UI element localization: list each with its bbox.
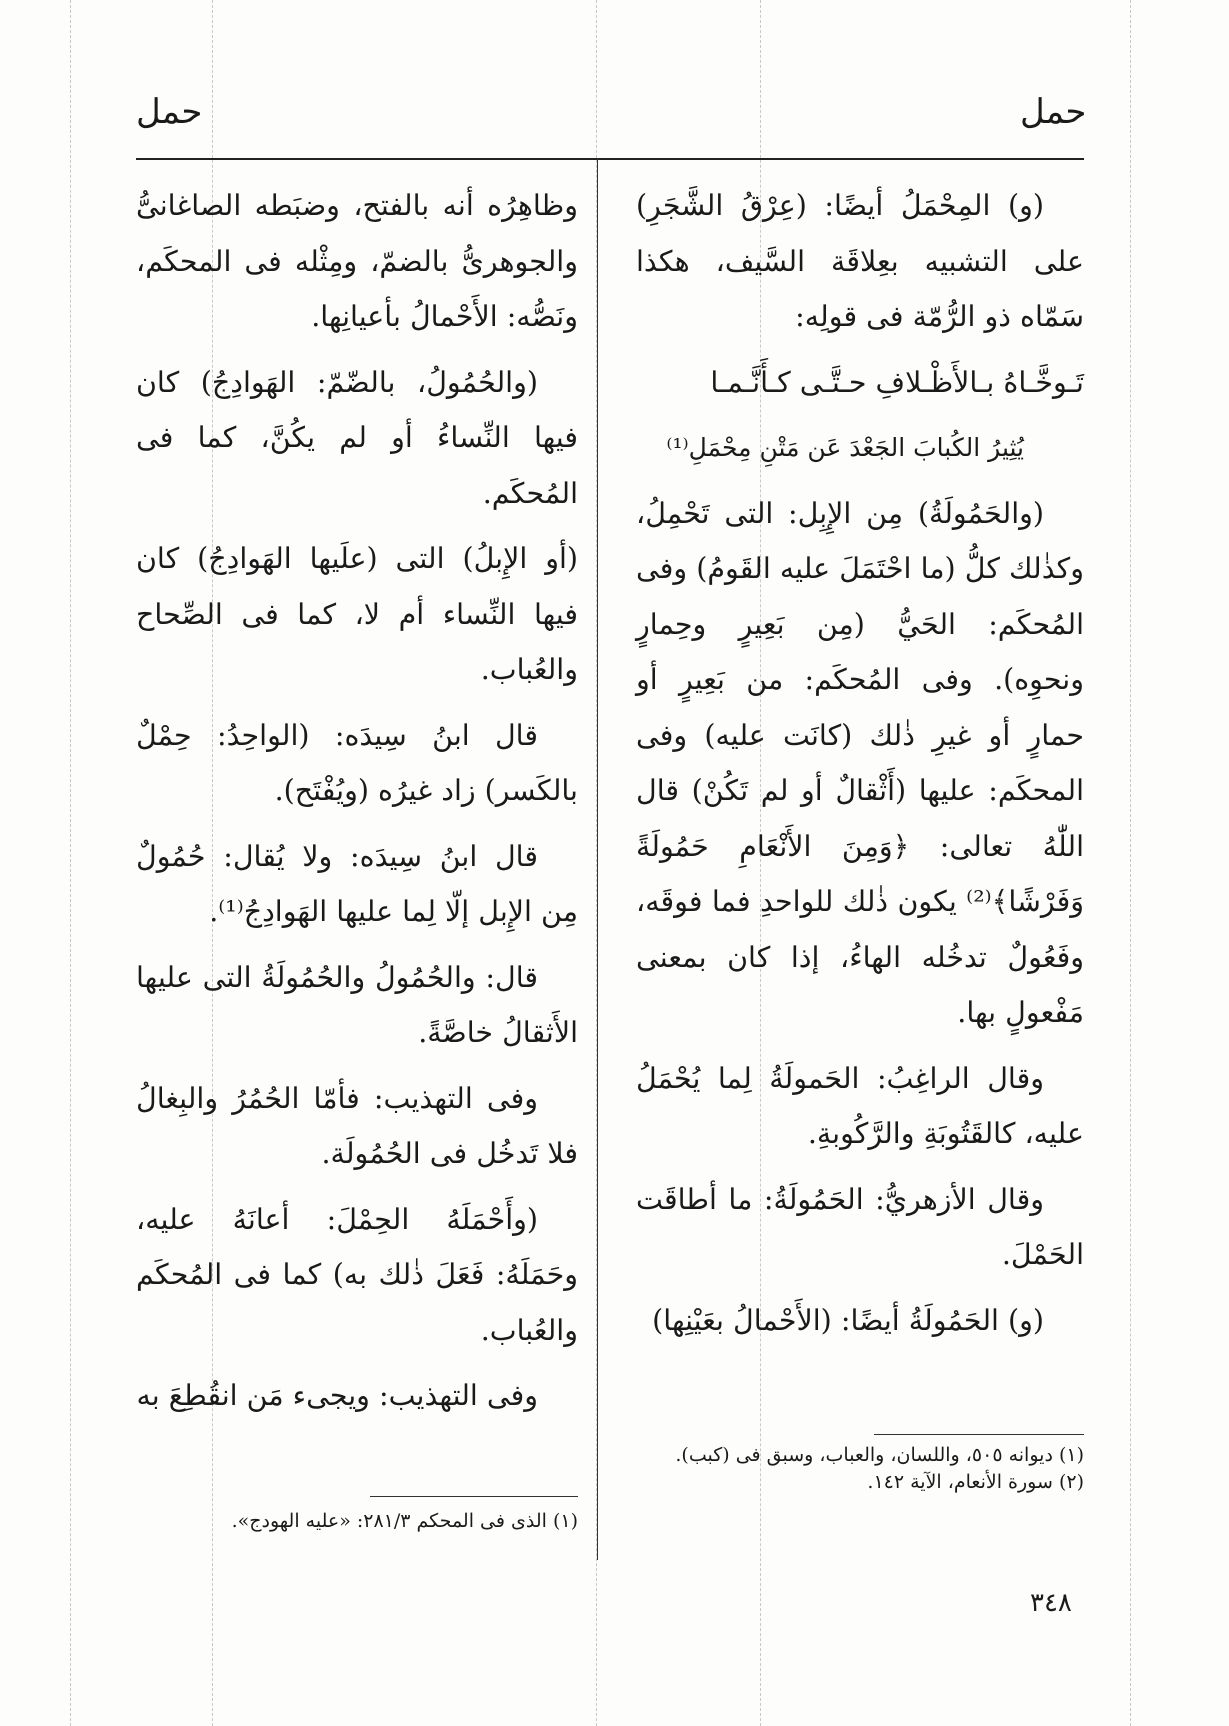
right-column [636,178,1084,1358]
paragraph: وقال الأزهريُّ: الحَمُولَةُ: ما أطاقَت الحَمْلَ. [636,1182,1084,1271]
paragraph: وقال الراغِبُ: الحَمولَةُ لِما يُحْمَلُ عليه، كالقَتُوبَةِ والرَّكُوبةِ. [636,1061,1084,1150]
paragraph: (وأَحْمَلَهُ الحِمْلَ: أعانَهُ عليه، وحَمَلَهُ: فَعَلَ ذٰلك به) كما فى المُحكَم والعُباب. [136,1202,578,1347]
right-footnotes [636,1442,1084,1496]
paragraph: (أو الإِبلُ) التى (علَيها الهَوادِجُ) كان فيها النِّساء أم لا، كما فى الصِّحاح والعُباب. [136,542,578,686]
scan-guide-line [70,0,71,1726]
paragraph: وفى التهذيب: فأمّا الحُمُرُ والبِغالُ فلا تَدخُل فى الحُمُولَة. [136,1081,578,1170]
paragraph: (و) الحَمُولَةُ أيضًا: (الأَحْمالُ بعَيْنِها) [652,1303,1044,1337]
verse-line: تَـوخَّـاهُ بـالأَظْـلافِ حـتَّـى كـأَنَّـمـا [710,365,1084,399]
paragraph: قال ابنُ سِيدَه: ولا يُقال: حُمُولٌ مِن الإِبل إلّا لِما عليها الهَوادِجُ⁽¹⁾. [136,839,578,928]
column-divider [597,158,598,1560]
left-column [136,178,578,1434]
footnote-rule [874,1434,1084,1435]
header-right-word: حمل [1020,92,1087,132]
paragraph: وظاهِرُه أنه بالفتح، وضبَطه الصاغانىُّ والجوهرىُّ بالضمّ، ومِثْله فى المحكَم، ونَصُّه: الأَحْمالُ بأعيانِها. [136,189,578,333]
footnote: (١) ديوانه ٥٠٥، واللسان، والعباب، وسبق فى (كبب). [675,1444,1084,1466]
left-footnotes [136,1508,578,1535]
verse-line: يُثِيرُ الكُبابَ الجَعْدَ عَن مَتْنِ مِحْمَلِ⁽¹⁾ [666,433,1024,462]
paragraph: قال: والحُمُولُ والحُمُولَةُ التى عليها الأَثقالُ خاصَّةً. [136,960,578,1049]
paragraph: (والحُمُولُ، بالضّمّ: الهَوادِجُ) كان فيها النِّساءُ أو لم يكُنَّ، كما فى المُحكَم. [136,365,578,510]
header-rule [136,158,1084,160]
paragraph: قال ابنُ سِيدَه: (الواحِدُ: حِمْلٌ بالكَسر) زاد غيرُه (ويُفْتَح). [136,718,578,807]
footnote: (١) الذى فى المحكم ٢٨١/٣: «عليه الهودج». [231,1510,578,1532]
paragraph: (والحَمُولَةُ) مِن الإِبِل: التى تَحْمِلُ، وكذٰلك كلُّ (ما احْتَمَلَ عليه القَومُ) وفى المُحكَم: الحَيُّ (مِن بَعِيرٍ وحِمارٍ ونحوِه). وفى المُحكَم: من بَعِيرٍ أو حمارٍ أو غيرِ ذٰلك (كانَت عليه) وفى المحكَم: عليها (أَثْقالٌ أو لم تَكُنْ) قال اللّٰهُ تعالى: ﴿وَمِنَ الأَنْعَامِ حَمُولَةً وَفَرْشًا﴾⁽²⁾ يكون ذٰلك للواحدِ فما فوقَه، وفَعُولٌ تدخُله الهاءُ، إذا كان بمعنى مَفْعولٍ بها. [636,496,1084,1029]
header-left-word: حمل [136,92,203,132]
paragraph: (و) المِحْمَلُ أيضًا: (عِرْقُ الشَّجَرِ) على التشبيه بعِلاقَة السَّيف، هكذا سَمّاه ذو الرُّمّة فى قولِه: [636,189,1084,333]
footnote: (٢) سورة الأنعام، الآية ١٤٢. [867,1471,1084,1493]
page-number: ٣٤٨ [1030,1588,1072,1618]
footnote-rule [370,1496,578,1497]
paragraph: وفى التهذيب: ويجىء مَن انقُطِعَ به [136,1379,538,1412]
scan-guide-line [1130,0,1131,1726]
